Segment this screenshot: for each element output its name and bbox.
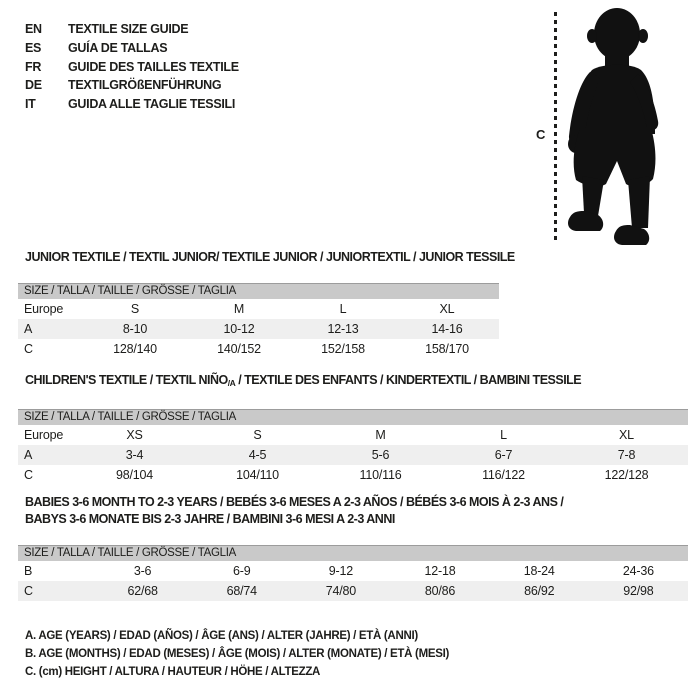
size-cell: 86/92 bbox=[524, 584, 555, 598]
table-row bbox=[18, 445, 688, 465]
language-row bbox=[25, 95, 239, 114]
row-label: Europe bbox=[24, 302, 64, 316]
size-table bbox=[18, 299, 499, 359]
language-title: GUIDA ALLE TAGLIE TESSILI bbox=[68, 97, 236, 112]
row-label: A bbox=[24, 448, 33, 462]
size-cell: XS bbox=[126, 428, 143, 442]
table-title-line: BABYS 3-6 MONATE BIS 2-3 JAHRE / BAMBINI 3-6 MESI A 2-3 ANNI bbox=[25, 512, 395, 526]
footnote: B. AGE (MONTHS) / EDAD (MESES) / ÂGE (MOIS) / ALTER (MONATE) / ETÀ (MESI) bbox=[25, 648, 450, 660]
row-label: A bbox=[24, 322, 33, 336]
size-cell: 158/170 bbox=[425, 342, 469, 356]
silhouette-leg-left bbox=[582, 176, 604, 216]
title-text: / TEXTILE DES ENFANTS / KINDERTEXTIL / BAMBINI TESSILE bbox=[235, 373, 582, 387]
footnotes bbox=[25, 627, 449, 681]
row-label: C bbox=[24, 468, 33, 482]
language-row bbox=[25, 58, 239, 77]
size-cell: 24-36 bbox=[622, 564, 654, 578]
language-list bbox=[25, 20, 239, 114]
size-cell: 14-16 bbox=[431, 322, 463, 336]
title-text: JUNIOR TEXTILE / TEXTIL JUNIOR/ TEXTILE JUNIOR / JUNIORTEXTIL / JUNIOR TESSILE bbox=[25, 250, 515, 264]
language-title: GUIDE DES TAILLES TEXTILE bbox=[68, 59, 239, 74]
size-cell: 9-12 bbox=[328, 564, 353, 578]
size-cell: 152/158 bbox=[321, 342, 365, 356]
footnote: C. (cm) HEIGHT / ALTURA / HAUTEUR / HÖHE / ALTEZZA bbox=[25, 666, 321, 678]
title-subscript: /A bbox=[227, 378, 236, 388]
language-row bbox=[25, 20, 239, 39]
silhouette-leg-right bbox=[628, 176, 650, 228]
table-row bbox=[18, 339, 499, 359]
table-title-line bbox=[25, 494, 688, 511]
language-row bbox=[25, 39, 239, 58]
size-cell: 18-24 bbox=[523, 564, 555, 578]
language-title: TEXTILGRÖßENFÜHRUNG bbox=[68, 78, 222, 93]
size-cell: 5-6 bbox=[371, 448, 390, 462]
size-cell: 104/110 bbox=[236, 468, 279, 482]
size-cell: 12-18 bbox=[424, 564, 456, 578]
table-row bbox=[18, 425, 688, 445]
silhouette-ear-right bbox=[638, 29, 648, 43]
size-cell: L bbox=[500, 428, 507, 442]
row-label: B bbox=[24, 564, 33, 578]
size-cell: 3-6 bbox=[133, 564, 152, 578]
size-cell: 62/68 bbox=[127, 584, 158, 598]
size-table bbox=[18, 425, 688, 485]
size-cell: 6-7 bbox=[494, 448, 513, 462]
size-cell: XL bbox=[439, 302, 455, 316]
language-title: GUÍA DE TALLAS bbox=[68, 40, 168, 55]
language-code: IT bbox=[25, 97, 36, 112]
size-cell: 110/116 bbox=[359, 468, 402, 482]
size-cell: 98/104 bbox=[115, 468, 154, 482]
size-header-bar: SIZE / TALLA / TAILLE / GRÖSSE / TAGLIA bbox=[18, 283, 499, 299]
size-cell: 12-13 bbox=[327, 322, 359, 336]
size-cell: 128/140 bbox=[113, 342, 157, 356]
size-cell: XL bbox=[619, 428, 634, 442]
size-cell: 80/86 bbox=[424, 584, 456, 598]
size-cell: 116/122 bbox=[482, 468, 525, 482]
size-cell: 3-4 bbox=[125, 448, 144, 462]
language-title: TEXTILE SIZE GUIDE bbox=[68, 22, 189, 36]
height-measure-line bbox=[554, 12, 557, 243]
silhouette-head bbox=[594, 8, 640, 60]
size-cell: 140/152 bbox=[217, 342, 261, 356]
title-text: BABIES 3-6 MONTH TO 2-3 YEARS / BEBÉS 3-6 MESES A 2-3 AÑOS / BÉBÉS 3-6 MOIS À 2-3 ANS / bbox=[25, 495, 564, 509]
size-cell: 74/80 bbox=[325, 584, 357, 598]
size-cell: 6-9 bbox=[233, 564, 251, 578]
footnote: A. AGE (YEARS) / EDAD (AÑOS) / ÂGE (ANS) / ALTER (JAHRE) / ETÀ (ANNI) bbox=[25, 630, 418, 642]
table-row bbox=[18, 299, 499, 319]
size-cell: 4-5 bbox=[248, 448, 267, 462]
language-code: FR bbox=[25, 59, 42, 74]
table-title-line bbox=[25, 250, 515, 264]
size-cell: S bbox=[130, 302, 140, 316]
row-label: C bbox=[24, 584, 33, 598]
language-code: DE bbox=[25, 78, 42, 93]
row-label: Europe bbox=[24, 428, 64, 442]
size-cell: M bbox=[375, 428, 386, 442]
table-row bbox=[18, 561, 688, 581]
babies-textile-table bbox=[18, 494, 688, 601]
table-title-line bbox=[25, 374, 688, 390]
table-row bbox=[18, 319, 499, 339]
size-table bbox=[18, 561, 688, 601]
row-label: C bbox=[24, 342, 33, 356]
table-title bbox=[18, 494, 688, 528]
language-row bbox=[25, 76, 239, 95]
junior-textile-table bbox=[18, 250, 515, 359]
size-cell: 8-10 bbox=[122, 322, 148, 336]
size-cell: S bbox=[253, 428, 262, 442]
size-cell: 122/128 bbox=[604, 468, 649, 482]
table-title bbox=[18, 374, 688, 390]
table-title bbox=[18, 250, 515, 264]
baby-silhouette-icon bbox=[558, 6, 670, 246]
table-row bbox=[18, 465, 688, 485]
size-cell: 10-12 bbox=[223, 322, 255, 336]
size-cell: L bbox=[339, 302, 347, 316]
silhouette-ear-left bbox=[587, 29, 597, 43]
size-cell: M bbox=[233, 302, 245, 316]
title-text: CHILDREN'S TEXTILE / TEXTIL NIÑO bbox=[25, 373, 228, 387]
size-header-bar: SIZE / TALLA / TAILLE / GRÖSSE / TAGLIA bbox=[18, 545, 688, 561]
children-textile-table bbox=[18, 374, 688, 485]
size-header-bar: SIZE / TALLA / TAILLE / GRÖSSE / TAGLIA bbox=[18, 409, 688, 425]
size-cell: 68/74 bbox=[226, 584, 257, 598]
size-cell: 7-8 bbox=[617, 448, 636, 462]
measurement-label-c: C bbox=[536, 127, 546, 142]
table-row bbox=[18, 581, 688, 601]
language-code: ES bbox=[25, 40, 42, 55]
size-cell: 92/98 bbox=[623, 584, 654, 598]
language-code: EN bbox=[25, 22, 42, 36]
